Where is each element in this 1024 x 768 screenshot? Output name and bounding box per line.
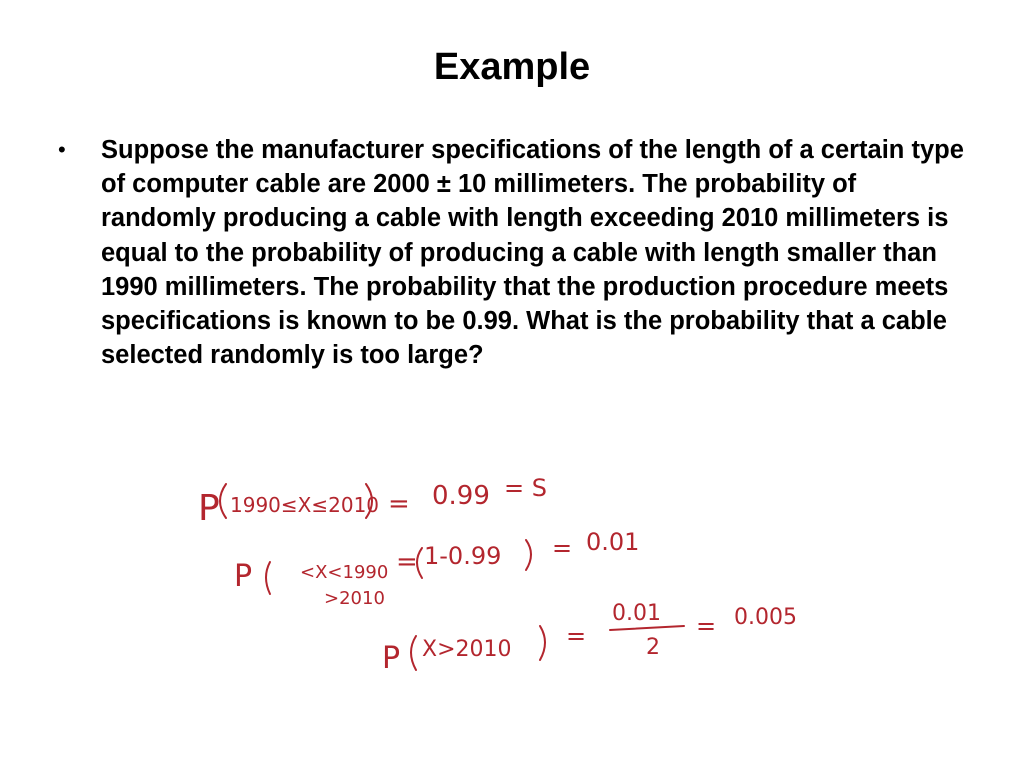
handwritten-line-3	[382, 601, 797, 676]
line1-trailing: = S	[504, 474, 547, 502]
line3-p: P	[382, 641, 401, 676]
line3-close-paren	[540, 626, 545, 660]
line2-condition-b: >2010	[324, 588, 385, 609]
line1-equals: =	[388, 489, 410, 519]
line3-denominator: 2	[646, 635, 660, 660]
line2-open-paren	[266, 562, 270, 594]
bullet-marker: •	[58, 137, 66, 162]
line3-value: 0.005	[734, 605, 797, 630]
problem-statement-text: Suppose the manufacturer specifications of the length of a certain type of computer cable are 2000 ± 10 millimeters. The probability of randomly producing a cable with length exceeding 2010 millimeters is equal to the probability of producing a cable with length smaller than 1990 millimeters. The probability that the production procedure meets specifications is known to be 0.99. What is the probability that a cable selected randomly is too large?	[101, 136, 964, 370]
line1-p: P	[198, 488, 220, 529]
line3-condition: X>2010	[422, 637, 512, 662]
line2-p: P	[234, 559, 253, 594]
bullet-item	[56, 133, 976, 372]
line3-equals-a: =	[566, 622, 587, 650]
line2-equals-a: =	[396, 547, 418, 577]
line1-open-paren	[220, 484, 226, 518]
line1-close-paren	[366, 484, 372, 518]
line3-open-paren	[411, 636, 416, 670]
handwritten-line-1	[198, 474, 547, 529]
line2-equals-b: =	[552, 534, 573, 562]
bullet-list	[56, 133, 976, 372]
line2-value: 0.01	[586, 528, 640, 556]
line2-close-paren	[526, 540, 531, 570]
line2-condition-a: <X<1990	[300, 562, 389, 583]
line2-expr: 1-0.99	[424, 542, 502, 570]
slide-title: Example	[433, 46, 591, 88]
line3-fraction-bar	[610, 626, 684, 630]
line3-equals-b: =	[696, 612, 717, 640]
line3-numerator: 0.01	[612, 601, 661, 626]
line1-value: 0.99	[432, 481, 490, 511]
line2-open-paren-2	[417, 548, 422, 578]
handwritten-line-2	[234, 528, 639, 609]
line1-inequality: 1990≤X≤2010	[230, 493, 380, 517]
